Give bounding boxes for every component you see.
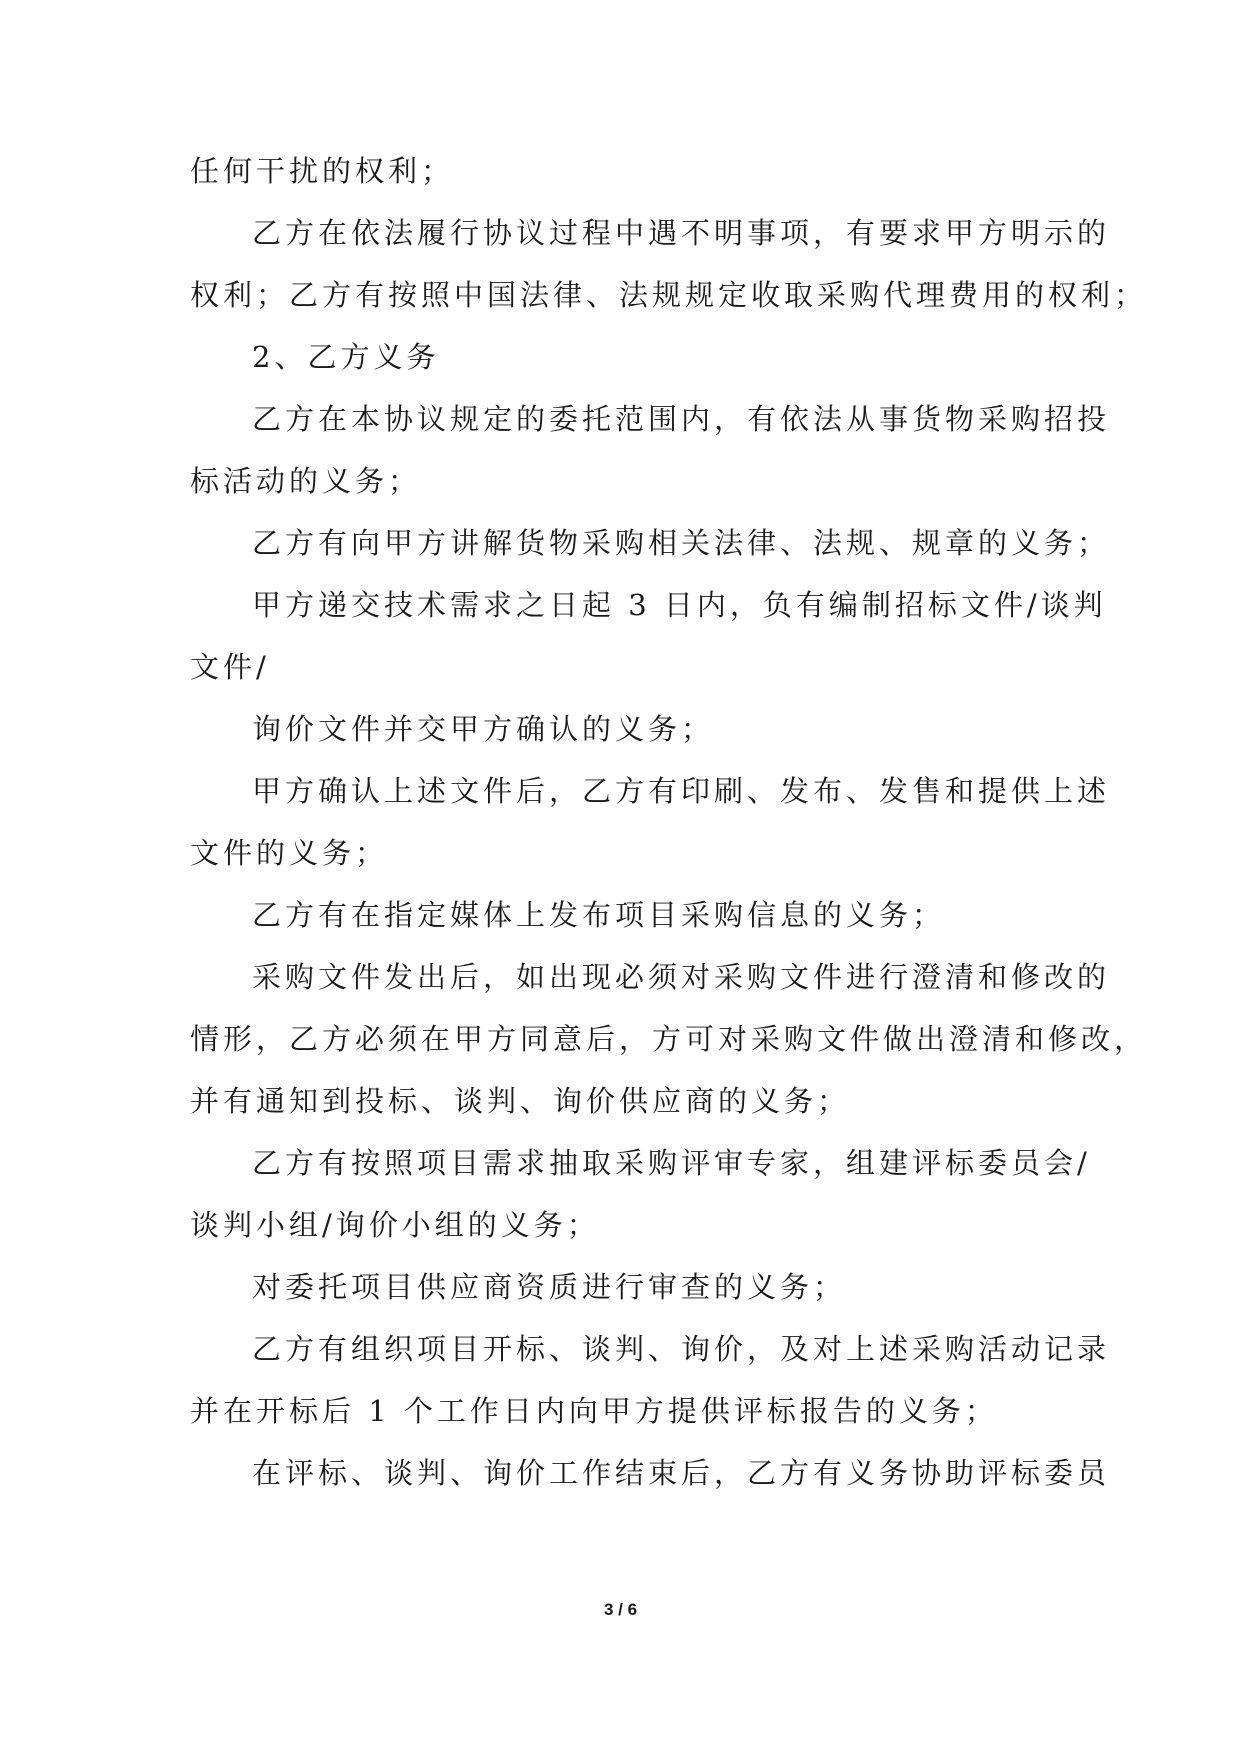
- paragraph-line: 询价文件并交甲方确认的义务；: [252, 712, 715, 746]
- section-heading: 2、乙方义务: [252, 340, 440, 374]
- paragraph-line: 采购文件发出后，如出现必须对采购文件进行澄清和修改的: [252, 960, 1111, 994]
- paragraph-line: 乙方有组织项目开标、谈判、询价，及对上述采购活动记录: [252, 1332, 1111, 1366]
- paragraph-line: 乙方有按照项目需求抽取采购评审专家，组建评标委员会/: [252, 1146, 1091, 1180]
- paragraph-line: 乙方在依法履行协议过程中遇不明事项，有要求甲方明示的: [252, 216, 1111, 250]
- paragraph-line: 乙方在本协议规定的委托范围内，有依法从事货物采购招投: [252, 402, 1111, 436]
- paragraph-line: 文件/: [190, 650, 270, 684]
- paragraph-line: 甲方递交技术需求之日起 3 日内，负有编制招标文件/谈判: [252, 588, 1107, 622]
- paragraph-line: 甲方确认上述文件后，乙方有印刷、发布、发售和提供上述: [252, 774, 1111, 808]
- paragraph-line: 任何干扰的权利；: [190, 154, 455, 188]
- page-number: 3 / 6: [603, 1600, 638, 1619]
- paragraph-line: 并在开标后 1 个工作日内向甲方提供评标报告的义务；: [190, 1394, 998, 1428]
- paragraph-line: 文件的义务；: [190, 836, 389, 870]
- paragraph-line: 谈判小组/询价小组的义务；: [190, 1208, 600, 1242]
- paragraph-line: 并有通知到投标、谈判、询价供应商的义务；: [190, 1084, 851, 1118]
- paragraph-line: 在评标、谈判、询价工作结束后，乙方有义务协助评标委员: [252, 1456, 1111, 1490]
- paragraph-line: 乙方有在指定媒体上发布项目采购信息的义务；: [252, 898, 946, 932]
- paragraph-line: 乙方有向甲方讲解货物采购相关法律、法规、规章的义务；: [252, 526, 1111, 560]
- paragraph-line: 标活动的义务；: [190, 464, 422, 498]
- paragraph-line: 情形，乙方必须在甲方同意后，方可对采购文件做出澄清和修改，: [190, 1022, 1148, 1056]
- paragraph-line: 权利；乙方有按照中国法律、法规规定收取采购代理费用的权利；: [190, 278, 1148, 312]
- paragraph-line: 对委托项目供应商资质进行审查的义务；: [252, 1270, 847, 1304]
